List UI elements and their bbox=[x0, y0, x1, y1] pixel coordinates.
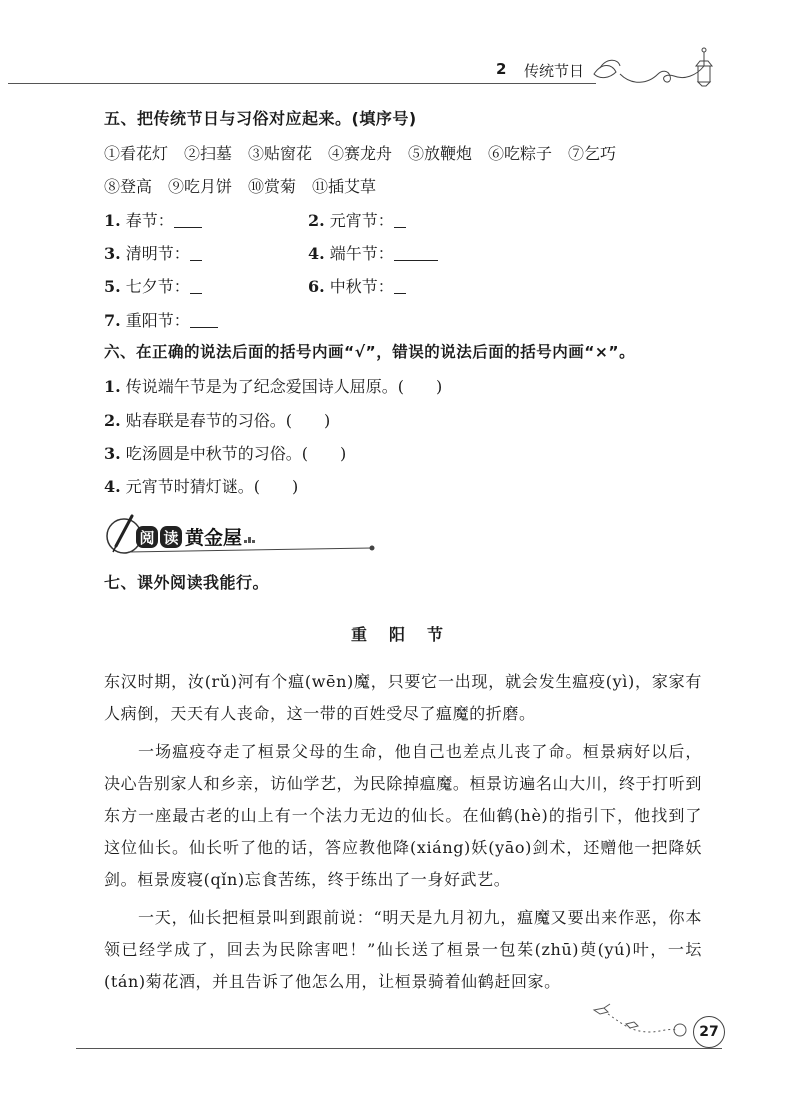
festival-item bbox=[308, 241, 438, 264]
answer-blank[interactable] bbox=[394, 279, 406, 294]
footer-rule bbox=[76, 1048, 722, 1049]
festival-item bbox=[104, 308, 218, 331]
item-number: 3. bbox=[104, 444, 121, 463]
story-paragraph-3: 一天，仙长把桓景叫到跟前说：“明天是九月初九，瘟魔又要出来作恶，你本领已经学成了，回去为民除害吧！”仙长送了桓景一包茱(zhū)萸(yú)叶，一坛(tán)菊花酒，并且告诉了他怎么用，让桓景骑着仙鹤赶回家。 bbox=[104, 908, 702, 991]
item-number: 6. bbox=[308, 277, 325, 296]
chapter-title: 传统节日 bbox=[524, 62, 585, 80]
section-7-title: 七、课外阅读我能行。 bbox=[104, 573, 270, 592]
festival-label: 春节： bbox=[125, 211, 174, 230]
answer-blank[interactable] bbox=[190, 279, 202, 294]
answer-blank[interactable] bbox=[394, 213, 406, 228]
statement-item bbox=[104, 474, 298, 497]
banner-char-2: 读 bbox=[163, 529, 179, 547]
chapter-number: 2 bbox=[496, 60, 507, 78]
story-title: 重阳节 bbox=[350, 625, 465, 644]
answer-blank[interactable] bbox=[190, 246, 202, 261]
item-number: 4. bbox=[308, 244, 325, 263]
answer-blank[interactable] bbox=[394, 246, 438, 261]
statement-text[interactable]: 贴春联是春节的习俗。( ) bbox=[125, 411, 331, 430]
section-5-title: 五、把传统节日与习俗对应起来。(填序号) bbox=[104, 109, 417, 128]
item-number: 3. bbox=[104, 244, 121, 263]
answer-blank[interactable] bbox=[174, 213, 202, 228]
item-number: 5. bbox=[104, 277, 121, 296]
bird-trail-icon bbox=[590, 1002, 700, 1042]
butterfly-lantern-icon bbox=[592, 44, 726, 88]
statement-text[interactable]: 传说端午节是为了纪念爱国诗人屈原。( ) bbox=[125, 377, 443, 396]
statement-text[interactable]: 吃汤圆是中秋节的习俗。( ) bbox=[125, 444, 347, 463]
item-number: 4. bbox=[104, 477, 121, 496]
festival-label: 清明节： bbox=[125, 244, 190, 263]
story-paragraph-1: 东汉时期，汝(rǔ)河有个瘟(wēn)魔，只要它一出现，就会发生瘟疫(yì)，家家有人病倒，天天有人丧命，这一带的百姓受尽了瘟魔的折磨。 bbox=[104, 672, 702, 723]
item-number: 2. bbox=[104, 411, 121, 430]
banner-title: 黄金屋 bbox=[185, 527, 243, 549]
section-5-options-line-1: ①看花灯 ②扫墓 ③贴窗花 ④赛龙舟 ⑤放鞭炮 ⑥吃粽子 ⑦乞巧 bbox=[104, 144, 617, 163]
festival-item bbox=[104, 274, 202, 297]
festival-label: 元宵节： bbox=[329, 211, 394, 230]
item-number: 1. bbox=[104, 377, 121, 396]
statement-item bbox=[104, 408, 330, 431]
answer-blank[interactable] bbox=[190, 313, 218, 328]
story-paragraph-2: 一场瘟疫夺走了桓景父母的生命，他自己也差点儿丧了命。桓景病好以后，决心告别家人和乡亲，访仙学艺，为民除掉瘟魔。桓景访遍名山大川，终于打听到东方一座最古老的山上有一个法力无边的仙长。在仙鹤(hè)的指引下，他找到了这位仙长。仙长听了他的话，答应教他降(xiáng)妖(yāo)剑术，还赠他一把降妖剑。桓景废寝(qǐn)忘食苦练，终于练出了一身好武艺。 bbox=[104, 742, 702, 889]
statement-text[interactable]: 元宵节时猜灯谜。( ) bbox=[125, 477, 299, 496]
item-number: 2. bbox=[308, 211, 325, 230]
banner-circle-icon bbox=[107, 519, 141, 553]
statement-item bbox=[104, 374, 442, 397]
festival-label: 中秋节： bbox=[329, 277, 394, 296]
festival-label: 重阳节： bbox=[125, 311, 190, 330]
page-number: 27 bbox=[693, 1016, 725, 1048]
statement-item bbox=[104, 441, 346, 464]
reading-banner bbox=[104, 512, 376, 558]
festival-item bbox=[104, 208, 202, 231]
header-rule bbox=[8, 83, 596, 84]
festival-item bbox=[104, 241, 202, 264]
festival-item bbox=[308, 208, 406, 231]
festival-label: 端午节： bbox=[329, 244, 394, 263]
banner-underline bbox=[128, 548, 372, 552]
item-number: 7. bbox=[104, 311, 121, 330]
festival-label: 七夕节： bbox=[125, 277, 190, 296]
banner-char-1: 阅 bbox=[139, 529, 155, 547]
section-6-title: 六、在正确的说法后面的括号内画“√”，错误的说法后面的括号内画“×”。 bbox=[104, 343, 636, 361]
section-5-options-line-2: ⑧登高 ⑨吃月饼 ⑩赏菊 ⑪插艾草 bbox=[104, 177, 377, 196]
festival-item bbox=[308, 274, 406, 297]
item-number: 1. bbox=[104, 211, 121, 230]
